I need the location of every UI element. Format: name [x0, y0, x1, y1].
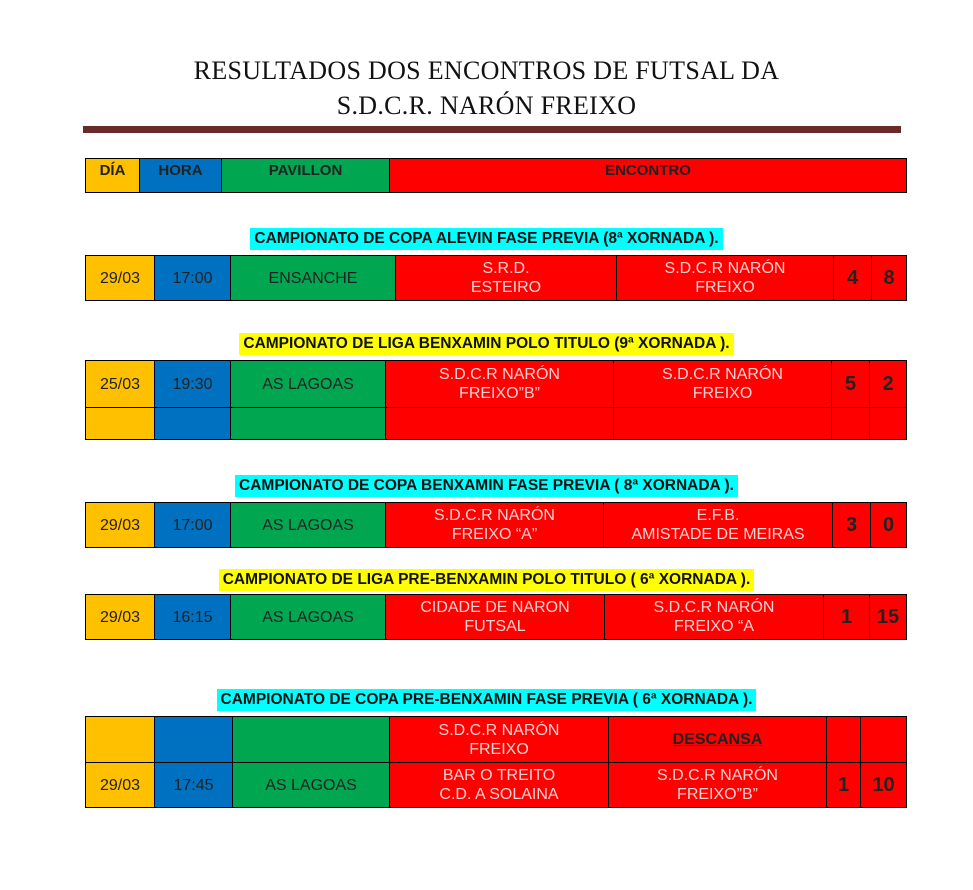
dia-cell: 29/03 [86, 503, 155, 548]
pavillon-cell: AS LAGOAS [231, 361, 386, 408]
pavillon-cell: AS LAGOAS [233, 763, 390, 808]
competition-title [0, 475, 973, 497]
dia-cell [86, 717, 155, 763]
away-team-cell: S.D.C.R NARÓN FREIXO [614, 361, 832, 408]
away-team-cell: E.F.B. AMISTADE DE MEIRAS [604, 503, 833, 548]
table-row [86, 256, 907, 301]
pavillon-cell [231, 408, 386, 440]
dia-cell: 29/03 [86, 256, 155, 301]
competition-name: CAMPIONATO DE COPA ALEVIN FASE PREVIA (8ª XORNADA ). [250, 228, 722, 250]
home-team-cell: BAR O TREITO C.D. A SOLAINA [390, 763, 609, 808]
away-team-cell: S.D.C.R NARÓN FREIXO [617, 256, 834, 301]
home-team-cell: S.D.C.R NARÓN FREIXO “A” [386, 503, 604, 548]
hora-cell [155, 408, 231, 440]
hora-cell: 17:00 [155, 256, 231, 301]
competition-title [0, 333, 973, 355]
competition-name: CAMPIONATO DE COPA BENXAMIN FASE PREVIA ( 8ª XORNADA ). [235, 475, 738, 497]
match-table [85, 716, 907, 808]
competition-name: CAMPIONATO DE LIGA BENXAMIN POLO TITULO (9ª XORNADA ). [239, 333, 733, 355]
pavillon-cell: AS LAGOAS [231, 595, 386, 640]
home-team-cell: S.D.C.R NARÓN FREIXO [390, 717, 609, 763]
hora-cell: 19:30 [155, 361, 231, 408]
home-team-cell: S.R.D. ESTEIRO [396, 256, 617, 301]
away-team-cell: DESCANSA [609, 717, 827, 763]
home-score-cell [827, 717, 861, 763]
table-row [86, 503, 907, 548]
title-divider [83, 126, 901, 133]
match-table [85, 502, 907, 548]
home-team-cell: CIDADE DE NARON FUTSAL [386, 595, 605, 640]
pavillon-cell: ENSANCHE [231, 256, 396, 301]
table-row [86, 717, 907, 763]
home-score-cell: 5 [832, 361, 870, 408]
table-row [86, 361, 907, 408]
away-team-cell: S.D.C.R NARÓN FREIXO “A [605, 595, 824, 640]
away-score-cell: 2 [870, 361, 907, 408]
dia-cell: 29/03 [86, 595, 155, 640]
header-table [85, 158, 907, 193]
competition-title [0, 689, 973, 711]
competition-title [0, 228, 973, 250]
hora-cell: 17:00 [155, 503, 231, 548]
home-score-cell: 3 [833, 503, 871, 548]
away-score-cell [861, 717, 907, 763]
competition-name: CAMPIONATO DE LIGA PRE-BENXAMIN POLO TITULO ( 6ª XORNADA ). [219, 569, 755, 591]
page-title-line-1: RESULTADOS DOS ENCONTROS DE FUTSAL DA [193, 56, 780, 85]
away-score-cell: 10 [861, 763, 907, 808]
table-row [86, 408, 907, 440]
match-table [85, 594, 907, 640]
dia-cell: 29/03 [86, 763, 155, 808]
table-row [86, 595, 907, 640]
home-score-cell: 1 [824, 595, 870, 640]
header-dia: DÍA [86, 159, 140, 193]
away-score-cell: 8 [872, 256, 907, 301]
header-hora: HORA [140, 159, 222, 193]
pavillon-cell [233, 717, 390, 763]
home-score-cell: 4 [834, 256, 872, 301]
home-team-cell: S.D.C.R NARÓN FREIXO”B” [386, 361, 614, 408]
away-score-cell: 15 [870, 595, 907, 640]
competition-name: CAMPIONATO DE COPA PRE-BENXAMIN FASE PREVIA ( 6ª XORNADA ). [217, 689, 757, 711]
away-score-cell [870, 408, 907, 440]
home-team-cell [386, 408, 614, 440]
hora-cell [155, 717, 233, 763]
dia-cell [86, 408, 155, 440]
hora-cell: 16:15 [155, 595, 231, 640]
hora-cell: 17:45 [155, 763, 233, 808]
away-score-cell: 0 [871, 503, 907, 548]
away-team-cell [614, 408, 832, 440]
match-table [85, 360, 907, 440]
away-team-cell: S.D.C.R NARÓN FREIXO”B” [609, 763, 827, 808]
home-score-cell [832, 408, 870, 440]
page-title-line-2: S.D.C.R. NARÓN FREIXO [336, 91, 637, 120]
pavillon-cell: AS LAGOAS [231, 503, 386, 548]
competition-title [0, 569, 973, 591]
dia-cell: 25/03 [86, 361, 155, 408]
table-row [86, 763, 907, 808]
header-pavillon: PAVILLON [222, 159, 390, 193]
home-score-cell: 1 [827, 763, 861, 808]
header-encontro: ENCONTRO [390, 159, 907, 193]
match-table [85, 255, 907, 301]
